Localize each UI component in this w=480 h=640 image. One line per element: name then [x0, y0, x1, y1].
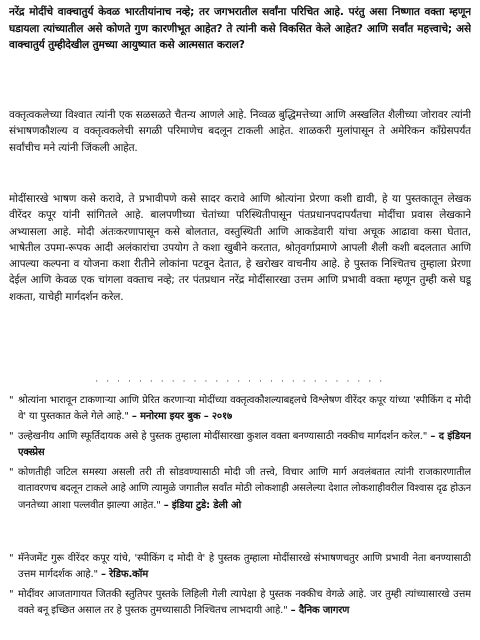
dotted-separator: · · · · · · · · · · · · · · · · · · · · · · · · · · ·	[95, 377, 385, 387]
review-quote	[9, 587, 471, 639]
quote-text: श्रोत्यांना भारावून टाकणाऱ्या आणि प्रेरित करणाऱ्या मोदींच्या वक्तृत्वकौशल्याबद्दलचे विश्लेषण वीरेंदर कपूर यांच्या 'स्पीकिंग द मोदी वे' या पुस्तकात केले गेले आहे."	[18, 395, 471, 423]
quote-text: मॅनेजमेंट गुरू वीरेंदर कपूर यांचे, 'स्पीकिंग द मोदी वे' हे पुस्तक तुम्हाला मोदींसारखे संभाषणचतुर आणि प्रभावी नेता बनण्यासाठी उत्तम मार्गदर्शक आहे."	[18, 553, 471, 581]
open-quote-mark: "	[9, 553, 14, 564]
open-quote-mark: "	[9, 431, 14, 442]
open-quote-mark: "	[9, 467, 14, 478]
quote-text: उल्हेखनीय आणि स्फूर्तिदायक असे हे पुस्तक तुम्हाला मोदींसारखा कुशल वक्ता बनण्यासाठी नक्कीच मार्गदर्शन करेल."	[18, 431, 428, 442]
review-quote	[9, 551, 471, 585]
open-quote-mark: "	[9, 395, 14, 406]
quote-text: कोणतीही जटिल समस्या असली तरी ती सोडवण्यासाठी मोदी जी तत्त्वे, विचार आणि मार्ग अवलंबतात त्यांनी राजकारणातील वातावरणच बदलून टाकले आहे आणि त्यामुळे जगातील सर्वांत मोठी लोकशाही असलेल्या देशात लोकशाहीवरील विश्वास दृढ होऊन जनतेच्या आशा पल्लवीत झाल्या आहेत."	[18, 467, 471, 511]
quote-source: – मनोरमा इयर बुक – २०१७	[131, 411, 233, 423]
quote-source: – इंडिया टुडे: डेली ओ	[163, 499, 242, 511]
body-paragraph-1: वक्तृत्वकलेच्या विश्वात त्यांनी एक सळसळते चैतन्य आणले आहे. निव्वळ बुद्धिमत्तेच्या आणि अस्खलित शैलीच्या जोरावर त्यांनी संभाषणकौशल्य व वक्तृत्वकलेची सगळी परिमाणेच बदलून टाकली आहेत. शाळकरी मुलांपासून ते अमेरिकन काँग्रेसपर्यंत सर्वांचीच मने त्यांनी जिंकली आहेत.	[9, 109, 471, 154]
open-quote-mark: "	[9, 589, 14, 600]
intro-paragraph: नरेंद्र मोदींचे वाक्चातुर्य केवळ भारतीयांनाच नव्हे; तर जगभरातील सर्वांना परिचित आहे. परंतु असा निष्णात वक्ता म्हणून घडायला त्यांच्यातील असे कोणते गुण कारणीभूत आहेत? ते त्यांनी कसे विकसित केले आहेत? आणि सर्वांत महत्त्वाचे; असे वाक्चातुर्य तुम्हीदेखील तुमच्या आयुष्यात कसे आत्मसात कराल?	[9, 6, 471, 52]
review-quote	[9, 393, 471, 427]
quote-source: – दैनिक जागरण	[290, 605, 350, 617]
quote-text: मोदींवर आजतागायत जितकी स्तुतिपर पुस्तके लिहिली गेली त्यापेक्षा हे पुस्तक नक्कीच वेगळे आहे. जर तुम्ही त्यांच्यासारखे उत्तम वक्ते बनू इच्छित असाल तर हे पुस्तक तुमच्यासाठी निश्चितच लाभदायी आहे."	[18, 589, 471, 617]
review-quote	[9, 429, 471, 463]
quote-source: – द इंडियन एक्स्प्रेस	[18, 431, 471, 459]
body-paragraph-2: मोदींसारखे भाषण कसे करावे, ते प्रभावीपणे कसे सादर करावे आणि श्रोत्यांना प्रेरणा कशी द्यावी, हे या पुस्तकातून लेखक वीरेंदर कपूर यांनी सांगितले आहे. बालपणीच्या चेतांच्या परिस्थितीपासून पंतप्रधानपदापर्यंतचा मोदींचा प्रवास लेखकाने अभ्यासला आहे. मोदी अंतःकरणापासून कसे बोलतात, वस्तुस्थिती आणि आकडेवारी यांचा अचूक आढावा कसा घेतात, भाषेतील उपमा-रूपक आदी अलंकारांचा उपयोग ते कशा खुबीने करतात, श्रोतृवर्गाप्रमाणे आपली शैली कशी बदलतात आणि आपल्या कल्पना व योजना कशा रीतीने लोकांना पटवून देतात, हे खरोखर वाचनीय आहे. हे पुस्तक निश्चितच तुम्हाला प्रेरणा देईल आणि केवळ एक चांगला वक्ताच नव्हे; तर पंतप्रधान नरेंद्र मोदींसारखा उत्तम आणि प्रभावी वक्ता म्हणून तुम्ही कसे घडू शकता, याचेही मार्गदर्शन करेल.	[9, 193, 471, 303]
quote-source: – रेडिफ.कॉम	[100, 569, 149, 581]
review-quote	[9, 465, 471, 549]
